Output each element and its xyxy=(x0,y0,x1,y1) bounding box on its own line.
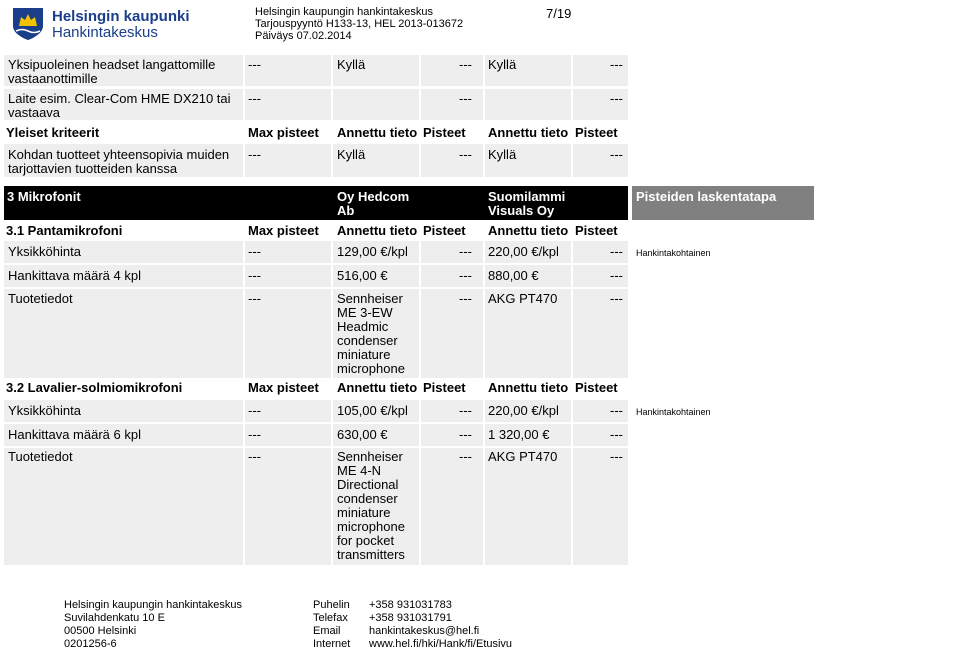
row-label: Yksikköhinta xyxy=(8,244,81,259)
row-value-supplier2: 220,00 €/kpl xyxy=(488,403,559,418)
row-label: Kohdan tuotteet yhteensopivia muiden tarjottavien tuotteiden kanssa xyxy=(8,147,230,176)
row-bg xyxy=(421,289,483,378)
row-max: --- xyxy=(248,268,261,283)
page-number: 7/19 xyxy=(546,6,572,21)
footer-email[interactable]: hankintakeskus@hel.fi xyxy=(369,625,480,637)
sub1-title: 3.1 Pantamikrofoni xyxy=(6,223,123,238)
col-offer-supplier2: Annettu tieto xyxy=(488,380,569,395)
row-bg xyxy=(421,400,483,422)
logo-subtitle: Hankintakeskus xyxy=(52,24,158,41)
row-bg xyxy=(421,448,483,565)
supplier2-name: Suomilammi Visuals Oy xyxy=(488,189,566,218)
row-max: --- xyxy=(248,403,261,418)
header-org: Helsingin kaupungin hankintakeskus xyxy=(255,6,433,18)
col-max-points: Max pisteet xyxy=(248,125,319,140)
row-bg xyxy=(573,448,628,565)
col-points-supplier2: Pisteet xyxy=(575,125,618,140)
logo-title: Helsingin kaupunki xyxy=(52,8,190,25)
footer-contact-values xyxy=(369,599,512,651)
col-offer-supplier2: Annettu tieto xyxy=(488,125,569,140)
method-heading: Pisteiden laskentatapa xyxy=(632,186,814,220)
row-label: Laite esim. Clear-Com HME DX210 tai vastaava xyxy=(8,91,231,120)
row-points-supplier1: --- xyxy=(459,244,472,259)
row-points-supplier1: --- xyxy=(459,147,472,162)
col-points-supplier2: Pisteet xyxy=(575,380,618,395)
row-label: Tuotetiedot xyxy=(8,291,73,306)
row-points-supplier1: --- xyxy=(459,403,472,418)
row-points-supplier1: --- xyxy=(459,268,472,283)
row-points-supplier2: --- xyxy=(610,427,623,442)
row-method: Hankintakohtainen xyxy=(636,248,711,258)
section-title: 3 Mikrofonit xyxy=(7,189,81,204)
footer-email-label: Email xyxy=(313,625,341,637)
col-offer-supplier1: Annettu tieto xyxy=(337,125,418,140)
row-value-supplier2: Kyllä xyxy=(488,57,517,72)
row-points-supplier2: --- xyxy=(610,403,623,418)
col-max-points: Max pisteet xyxy=(248,380,319,395)
row-value-supplier1: 516,00 € xyxy=(337,268,388,283)
header-date: Päiväys 07.02.2014 xyxy=(255,30,352,42)
footer-web[interactable]: www.hel.fi/hki/Hank/fi/Etusivu xyxy=(369,638,513,650)
row-max: --- xyxy=(248,244,261,259)
row-points-supplier1: --- xyxy=(459,291,472,306)
row-value-supplier1: 129,00 €/kpl xyxy=(337,244,408,259)
row-value-supplier2: AKG PT470 xyxy=(488,449,558,464)
footer-org: Helsingin kaupungin hankintakeskus xyxy=(64,599,242,611)
col-max-points: Max pisteet xyxy=(248,223,319,238)
row-bg xyxy=(4,448,243,565)
row-bg xyxy=(245,448,331,565)
col-offer-supplier2: Annettu tieto xyxy=(488,223,569,238)
footer-contact-labels xyxy=(313,599,350,651)
row-bg xyxy=(333,89,419,120)
footer-postal: 00500 Helsinki xyxy=(64,625,137,637)
header-reference: Tarjouspyyntö H133-13, HEL 2013-013672 xyxy=(255,18,464,30)
row-max: --- xyxy=(248,57,261,72)
row-value-supplier1: Sennheiser ME 3-EW Headmic condenser miniature microphone xyxy=(337,291,405,376)
footer-fax: +358 931031791 xyxy=(369,612,452,624)
row-points-supplier2: --- xyxy=(610,244,623,259)
row-bg xyxy=(421,55,483,86)
footer-street: Suvilahdenkatu 10 E xyxy=(64,612,165,624)
row-points-supplier2: --- xyxy=(610,449,623,464)
sub2-title: 3.2 Lavalier-solmiomikrofoni xyxy=(6,380,183,395)
col-points-supplier2: Pisteet xyxy=(575,223,618,238)
row-points-supplier2: --- xyxy=(610,91,623,106)
row-points-supplier1: --- xyxy=(459,57,472,72)
footer-fax-label: Telefax xyxy=(313,612,348,624)
row-value-supplier2: Kyllä xyxy=(488,147,517,162)
footer-phone: +358 931031783 xyxy=(369,599,452,611)
row-label: Yksikköhinta xyxy=(8,403,81,418)
general-heading: Yleiset kriteerit xyxy=(6,125,100,140)
row-bg xyxy=(421,424,483,446)
footer-phone-label: Puhelin xyxy=(313,599,350,611)
row-value-supplier1: 105,00 €/kpl xyxy=(337,403,408,418)
supplier1-name: Oy Hedcom Ab xyxy=(337,189,410,218)
col-offer-supplier1: Annettu tieto xyxy=(337,223,418,238)
row-points-supplier2: --- xyxy=(610,57,623,72)
row-bg xyxy=(485,448,571,565)
row-points-supplier2: --- xyxy=(610,147,623,162)
coat-of-arms-icon xyxy=(10,6,46,42)
row-label: Tuotetiedot xyxy=(8,449,73,464)
row-points-supplier1: --- xyxy=(459,449,472,464)
footer-id: 0201256-6 xyxy=(64,638,117,650)
row-label: Hankittava määrä 6 kpl xyxy=(8,427,141,442)
row-value-supplier2: AKG PT470 xyxy=(488,291,558,306)
row-value-supplier2: 880,00 € xyxy=(488,268,539,283)
row-value-supplier2: 220,00 €/kpl xyxy=(488,244,559,259)
row-bg xyxy=(421,144,483,177)
footer-address xyxy=(64,599,242,651)
row-bg xyxy=(421,241,483,263)
row-value-supplier1: Kyllä xyxy=(337,147,366,162)
col-points-supplier1: Pisteet xyxy=(423,125,466,140)
row-label: Yksipuoleinen headset langattomille vastaanottimille xyxy=(8,57,216,86)
row-value-supplier1: 630,00 € xyxy=(337,427,388,442)
row-points-supplier2: --- xyxy=(610,268,623,283)
row-value-supplier2: 1 320,00 € xyxy=(488,427,550,442)
row-max: --- xyxy=(248,91,261,106)
col-points-supplier1: Pisteet xyxy=(423,223,466,238)
row-points-supplier1: --- xyxy=(459,91,472,106)
row-bg xyxy=(485,89,571,120)
row-value-supplier1: Sennheiser ME 4-N Directional condenser miniature microphone for pocket transmitters xyxy=(337,449,405,562)
row-bg xyxy=(421,265,483,287)
row-max: --- xyxy=(248,449,261,464)
col-offer-supplier1: Annettu tieto xyxy=(337,380,418,395)
row-max: --- xyxy=(248,147,261,162)
row-label: Hankittava määrä 4 kpl xyxy=(8,268,141,283)
footer-web-label: Internet xyxy=(313,638,351,650)
row-max: --- xyxy=(248,427,261,442)
row-points-supplier1: --- xyxy=(459,427,472,442)
row-value-supplier1: Kyllä xyxy=(337,57,366,72)
row-max: --- xyxy=(248,291,261,306)
col-points-supplier1: Pisteet xyxy=(423,380,466,395)
row-bg xyxy=(421,89,483,120)
row-method: Hankintakohtainen xyxy=(636,407,711,417)
row-points-supplier2: --- xyxy=(610,291,623,306)
